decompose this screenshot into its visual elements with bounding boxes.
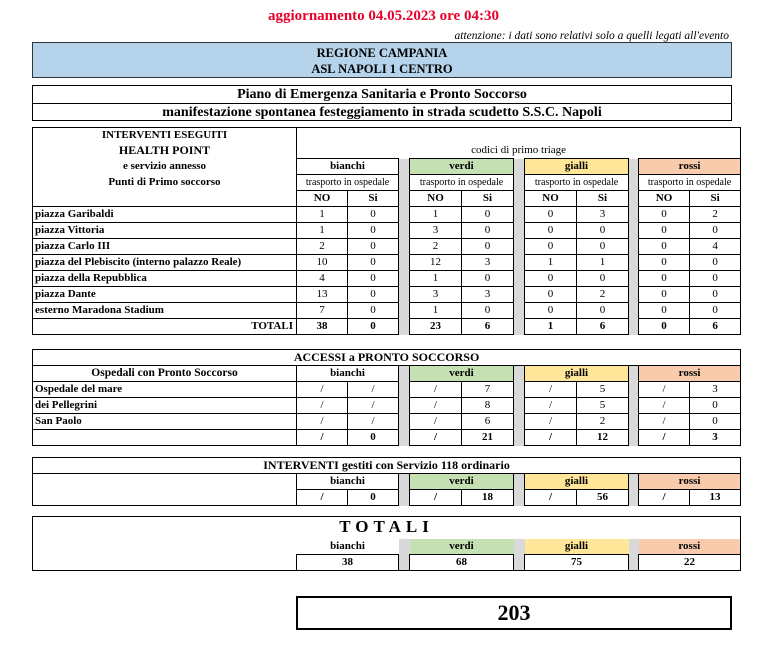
value-cell: 0 (525, 223, 577, 239)
row-label: Ospedale del mare (33, 382, 297, 398)
value-cell: 6 (462, 414, 514, 430)
value-cell: 12 (410, 255, 462, 271)
table-row (33, 382, 741, 398)
warning-note: attenzione: i dati sono relativi solo a quelli legati all'evento (454, 30, 729, 42)
table-row (33, 398, 741, 414)
total-cell: / (639, 430, 690, 446)
interventi-title: INTERVENTI ESEGUITI (33, 128, 297, 144)
value-cell: 0 (525, 287, 577, 303)
region-name: REGIONE CAMPANIA (316, 46, 448, 60)
total-cell: 21 (462, 430, 514, 446)
gap (399, 303, 410, 319)
gap (399, 239, 410, 255)
gap (629, 271, 639, 287)
value-cell: 0 (462, 239, 514, 255)
value-cell: / (410, 490, 462, 506)
gap (399, 287, 410, 303)
total-cell: 0 (348, 430, 399, 446)
row-label: piazza del Plebiscito (interno palazzo Reale) (33, 255, 297, 271)
total-cell: / (410, 430, 462, 446)
gap (399, 382, 410, 398)
value-cell: 0 (525, 271, 577, 287)
value-cell: 13 (690, 490, 741, 506)
value-cell: 2 (410, 239, 462, 255)
plan-title: Piano di Emergenza Sanitaria e Pronto Soccorso (33, 86, 731, 104)
total-cell: 23 (410, 319, 462, 335)
servizio118-table (32, 457, 741, 506)
gap (514, 223, 525, 239)
asl-name: ASL NAPOLI 1 CENTRO (311, 62, 453, 76)
gap (629, 382, 639, 398)
totali-cat-rossi: rossi (639, 539, 741, 555)
gap (629, 414, 639, 430)
value-cell: 0 (348, 490, 399, 506)
value-cell: 0 (690, 414, 741, 430)
value-cell: 0 (639, 271, 690, 287)
row-label: piazza della Repubblica (33, 271, 297, 287)
value-cell: 0 (690, 271, 741, 287)
value-cell: / (639, 490, 690, 506)
plan-banner (32, 85, 732, 121)
total-cell: / (525, 430, 577, 446)
totali-cat-verdi: verdi (410, 539, 514, 555)
table-row (33, 223, 741, 239)
triage-header: codici di primo triage (297, 143, 741, 159)
gap (399, 414, 410, 430)
totali-value-verdi: 68 (410, 555, 514, 571)
value-cell: 18 (462, 490, 514, 506)
value-cell: 13 (297, 287, 348, 303)
table-row (33, 414, 741, 430)
value-cell: 0 (577, 271, 629, 287)
value-cell: / (410, 382, 462, 398)
value-cell: 3 (577, 207, 629, 223)
gap (514, 239, 525, 255)
row-label: San Paolo (33, 414, 297, 430)
table-row (33, 239, 741, 255)
value-cell: 0 (690, 255, 741, 271)
value-cell: 0 (348, 271, 399, 287)
gap (629, 223, 639, 239)
cat-rossi: rossi (639, 474, 741, 490)
value-cell: 0 (690, 287, 741, 303)
totali-value-bianchi: 38 (297, 555, 399, 571)
cat-gialli: gialli (525, 366, 629, 382)
gap (514, 303, 525, 319)
value-cell: / (348, 398, 399, 414)
gap (514, 287, 525, 303)
total-cell: / (297, 430, 348, 446)
servizio118-title: INTERVENTI gestiti con Servizio 118 ordinario (33, 458, 741, 474)
value-cell: 0 (462, 223, 514, 239)
value-cell: 0 (525, 207, 577, 223)
value-cell: 7 (462, 382, 514, 398)
value-cell: / (410, 398, 462, 414)
cat-verdi: verdi (410, 366, 514, 382)
value-cell: / (297, 414, 348, 430)
no-header: NO (525, 191, 577, 207)
cat-gialli: gialli (525, 474, 629, 490)
cat-bianchi: bianchi (297, 159, 399, 175)
value-cell: 2 (690, 207, 741, 223)
gap (629, 287, 639, 303)
cat-verdi: verdi (410, 159, 514, 175)
cat-rossi: rossi (639, 366, 741, 382)
gap (399, 159, 410, 175)
no-header: NO (639, 191, 690, 207)
total-cell: 0 (348, 319, 399, 335)
value-cell: / (525, 382, 577, 398)
totali-cat-bianchi: bianchi (297, 539, 399, 555)
cat-verdi: verdi (410, 474, 514, 490)
value-cell: 0 (639, 239, 690, 255)
gap (629, 239, 639, 255)
gap (514, 207, 525, 223)
value-cell: 0 (348, 287, 399, 303)
value-cell: 1 (410, 271, 462, 287)
si-header: Si (462, 191, 514, 207)
value-cell: 0 (348, 223, 399, 239)
value-cell: 1 (525, 255, 577, 271)
value-cell: 7 (297, 303, 348, 319)
value-cell: 2 (577, 287, 629, 303)
value-cell: 0 (690, 398, 741, 414)
gap (514, 255, 525, 271)
value-cell: 0 (639, 287, 690, 303)
total-cell: 6 (690, 319, 741, 335)
value-cell: 0 (348, 239, 399, 255)
no-header: NO (410, 191, 462, 207)
value-cell: 5 (577, 398, 629, 414)
value-cell: 4 (690, 239, 741, 255)
value-cell: 0 (639, 255, 690, 271)
value-cell: 0 (348, 255, 399, 271)
value-cell: 0 (348, 207, 399, 223)
value-cell: / (410, 414, 462, 430)
gap (399, 271, 410, 287)
value-cell: 0 (690, 303, 741, 319)
cat-rossi: rossi (639, 159, 741, 175)
total-cell: 1 (525, 319, 577, 335)
value-cell: / (525, 398, 577, 414)
value-cell: 1 (577, 255, 629, 271)
row-label: dei Pellegrini (33, 398, 297, 414)
transport-label: trasporto in ospedale (297, 175, 399, 191)
value-cell: 3 (462, 255, 514, 271)
plan-subtitle: manifestazione spontanea festeggiamento in strada scudetto S.S.C. Napoli (162, 105, 602, 120)
transport-label: trasporto in ospedale (410, 175, 514, 191)
gap (399, 207, 410, 223)
table-row (33, 287, 741, 303)
total-cell: 0 (639, 319, 690, 335)
cat-bianchi: bianchi (297, 366, 399, 382)
value-cell: 0 (690, 223, 741, 239)
row-label: piazza Dante (33, 287, 297, 303)
gap (629, 398, 639, 414)
value-cell: 0 (639, 223, 690, 239)
value-cell: 0 (577, 239, 629, 255)
value-cell: 0 (639, 207, 690, 223)
value-cell: 4 (297, 271, 348, 287)
transport-label: trasporto in ospedale (639, 175, 741, 191)
gap (514, 159, 525, 175)
table-row (33, 207, 741, 223)
value-cell: / (297, 398, 348, 414)
value-cell: 1 (297, 207, 348, 223)
value-cell: 0 (462, 303, 514, 319)
total-cell: 3 (690, 430, 741, 446)
health-point-title: HEALTH POINT (33, 143, 297, 159)
value-cell: / (348, 414, 399, 430)
table-row (33, 255, 741, 271)
si-header: Si (690, 191, 741, 207)
interventi-table (32, 127, 741, 335)
value-cell: 0 (462, 207, 514, 223)
value-cell: 1 (410, 303, 462, 319)
accessi-title: ACCESSI a PRONTO SOCCORSO (33, 350, 741, 366)
value-cell: 1 (410, 207, 462, 223)
value-cell: 0 (525, 239, 577, 255)
gap (514, 271, 525, 287)
servizio-annesso: e servizio annesso (33, 159, 297, 175)
grand-total: 203 (296, 596, 732, 630)
gap (514, 398, 525, 414)
punti-primo-soccorso: Punti di Primo soccorso (33, 175, 297, 191)
value-cell: 0 (525, 303, 577, 319)
value-cell: / (639, 382, 690, 398)
gap (514, 414, 525, 430)
total-cell: 38 (297, 319, 348, 335)
value-cell: 0 (577, 303, 629, 319)
value-cell: 0 (462, 271, 514, 287)
transport-label: trasporto in ospedale (525, 175, 629, 191)
value-cell: / (297, 490, 348, 506)
si-header: Si (577, 191, 629, 207)
no-header: NO (297, 191, 348, 207)
value-cell: / (639, 414, 690, 430)
value-cell: 8 (462, 398, 514, 414)
cat-bianchi: bianchi (297, 474, 399, 490)
row-label: piazza Vittoria (33, 223, 297, 239)
value-cell: 10 (297, 255, 348, 271)
value-cell: 3 (690, 382, 741, 398)
si-header: Si (348, 191, 399, 207)
region-banner (32, 42, 732, 78)
accessi-table (32, 349, 741, 446)
totali-value-gialli: 75 (525, 555, 629, 571)
totali-cat-gialli: gialli (525, 539, 629, 555)
total-cell: 6 (462, 319, 514, 335)
gap (399, 398, 410, 414)
gap (629, 303, 639, 319)
gap (629, 255, 639, 271)
totali-value-rossi: 22 (639, 555, 741, 571)
value-cell: 56 (577, 490, 629, 506)
value-cell: 5 (577, 382, 629, 398)
gap (399, 255, 410, 271)
gap (399, 223, 410, 239)
value-cell: 0 (639, 303, 690, 319)
value-cell: 0 (348, 303, 399, 319)
value-cell: 3 (410, 287, 462, 303)
total-cell: 12 (577, 430, 629, 446)
row-label: piazza Garibaldi (33, 207, 297, 223)
gap (514, 382, 525, 398)
value-cell: 0 (577, 223, 629, 239)
value-cell: 2 (297, 239, 348, 255)
ospedali-label: Ospedali con Pronto Soccorso (33, 366, 297, 382)
gap (629, 159, 639, 175)
value-cell: / (297, 382, 348, 398)
value-cell: / (348, 382, 399, 398)
total-cell: 6 (577, 319, 629, 335)
update-timestamp: aggiornamento 04.05.2023 ore 04:30 (268, 8, 499, 24)
value-cell: / (639, 398, 690, 414)
gap (629, 207, 639, 223)
totals-label: TOTALI (33, 319, 297, 335)
table-row (33, 303, 741, 319)
value-cell: 1 (297, 223, 348, 239)
table-row (33, 271, 741, 287)
row-label: piazza Carlo III (33, 239, 297, 255)
totali-title: TOTALI (339, 517, 434, 536)
totali-table (32, 516, 741, 571)
value-cell: / (525, 490, 577, 506)
value-cell: / (525, 414, 577, 430)
value-cell: 2 (577, 414, 629, 430)
row-label: esterno Maradona Stadium (33, 303, 297, 319)
value-cell: 3 (462, 287, 514, 303)
value-cell: 3 (410, 223, 462, 239)
cat-gialli: gialli (525, 159, 629, 175)
